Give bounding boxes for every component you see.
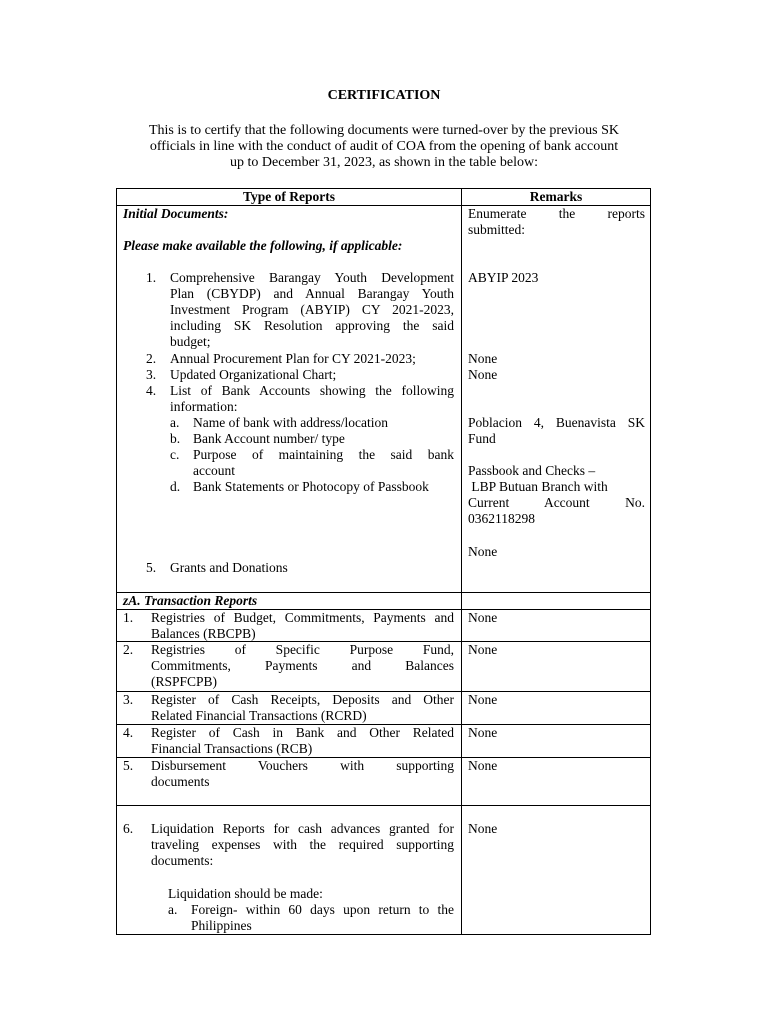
intro-line: officials in line with the conduct of audit of COA from the opening of bank account [149,139,619,154]
remark-bank-account: Current Account No. [468,495,645,510]
remark-bank-account: 0362118298 [468,511,535,526]
header-type-of-reports: Type of Reports [243,189,335,204]
row-line: Liquidation Reports for cash advances granted for [151,821,454,836]
row-remark: None [468,610,498,625]
intro-line: up to December 31, 2023, as shown in the table below: [230,155,538,170]
row-line: documents [151,774,210,789]
sub-item-line: Foreign- within 60 days upon return to the [191,902,454,917]
item-number: 3. [146,367,157,382]
row-line: traveling expenses with the required supporting [151,837,454,852]
row-line: Commitments, Payments and Balances [151,658,454,673]
sub-item-letter: d. [170,479,181,494]
row-line: documents: [151,853,214,868]
page-title: CERTIFICATION [327,88,441,103]
row-number: 1. [123,610,134,625]
item-line: information: [170,399,238,414]
row-number: 6. [123,821,134,836]
sub-item-line: Name of bank with address/location [193,415,388,430]
remark-bank-account: LBP Butuan Branch with [468,479,608,494]
row-line: Registries of Specific Purpose Fund, [151,642,454,657]
sub-item-letter: a. [170,415,180,430]
availability-note: Please make available the following, if applicable: [123,238,403,253]
row-line: Register of Cash in Bank and Other Related [151,725,454,740]
row-line: (RSPFCPB) [151,674,218,689]
item-line: including SK Resolution approving the said [170,318,454,333]
row-remark: None [468,758,498,773]
liquidation-note: Liquidation should be made: [168,886,323,901]
row-line: Related Financial Transactions (RCRD) [151,708,367,723]
sub-item-line: Bank Statements or Photocopy of Passbook [193,479,429,494]
item-number: 4. [146,383,157,398]
intro-line: This is to certify that the following documents were turned-over by the previous SK [148,123,620,138]
row-remark: None [468,692,498,707]
item-line: Plan (CBYDP) and Annual Barangay Youth [170,286,454,301]
transaction-reports-heading: zA. Transaction Reports [123,593,258,608]
sub-item-line: Bank Account number/ type [193,431,345,446]
row-line: Financial Transactions (RCB) [151,741,313,756]
remark-bank-name: Poblacion 4, Buenavista SK [468,415,645,430]
row-remark: None [468,642,498,657]
item-number: 2. [146,351,157,366]
row-line: Registries of Budget, Commitments, Payments and [151,610,454,625]
row-line: Disbursement Vouchers with supporting [151,758,454,773]
row-line: Balances (RBCPB) [151,626,256,641]
item-line: List of Bank Accounts showing the following [170,383,454,398]
certification-intro [120,123,648,171]
item-line: Investment Program (ABYIP) CY 2021-2023, [170,302,454,317]
remark-bank-account: Passbook and Checks – [468,463,596,478]
remark-org-chart: None [468,367,498,382]
remark-line: submitted: [468,222,525,237]
item-line: Grants and Donations [170,560,288,575]
item-line: Annual Procurement Plan for CY 2021-2023; [170,351,416,366]
sub-item-letter: c. [170,447,180,462]
item-line: Updated Organizational Chart; [170,367,337,382]
remark-abyip: ABYIP 2023 [468,270,539,285]
row-remark: None [468,821,498,836]
remark-bank-name: Fund [468,431,496,446]
row-line: Register of Cash Receipts, Deposits and Other [151,692,454,707]
row-divider [117,805,650,806]
row-remark: None [468,725,498,740]
reports-table [116,188,651,935]
sub-item-line: Philippines [191,918,252,933]
item-line: Comprehensive Barangay Youth Development [170,270,454,285]
remark-procurement: None [468,351,498,366]
row-number: 3. [123,692,134,707]
item-number: 5. [146,560,157,575]
sub-item-line: account [193,463,235,478]
row-number: 2. [123,642,134,657]
sub-item-letter: a. [168,902,178,917]
row-number: 4. [123,725,134,740]
row-number: 5. [123,758,134,773]
header-remarks: Remarks [529,189,583,204]
remark-line: Enumerate the reports [468,206,645,221]
item-line: budget; [170,334,211,349]
sub-item-letter: b. [170,431,181,446]
initial-documents-heading: Initial Documents: [123,206,229,221]
item-number: 1. [146,270,157,285]
remark-grants: None [468,544,498,559]
sub-item-line: Purpose of maintaining the said bank [193,447,454,462]
column-divider [461,189,462,934]
